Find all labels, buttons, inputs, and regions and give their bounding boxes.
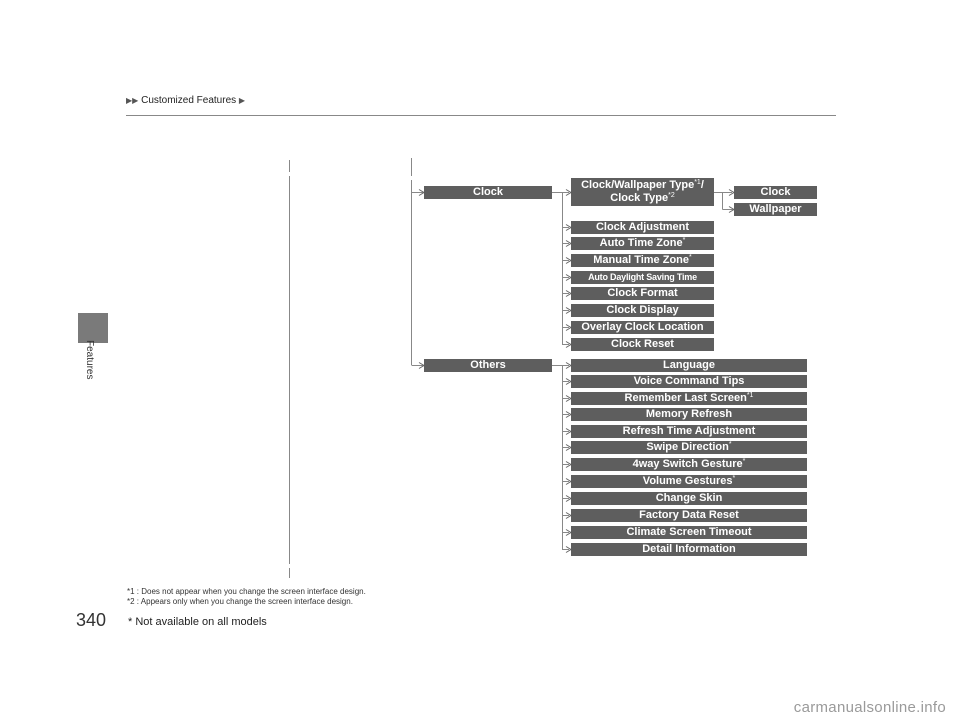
section-label: Features [84, 340, 95, 380]
footnote-1: *1 : Does not appear when you change the screen interface design. [127, 587, 366, 596]
menu-item-label: Clock Adjustment [595, 221, 690, 233]
menu-item-others[interactable]: Others [424, 359, 552, 372]
menu-item-label: Remember Last Screen [624, 392, 747, 404]
menu-item-label: Overlay Clock Location [581, 321, 704, 333]
breadcrumb-arrow-icon: ▶▶ [126, 96, 139, 105]
menu-item-label: Memory Refresh [645, 408, 733, 420]
menu-item-clock-reset[interactable] [571, 338, 714, 351]
footnote-marker: *1 [694, 179, 701, 186]
footnote-2: *2 : Appears only when you change the screen interface design. [127, 597, 353, 606]
menu-item-label: Clock Display [606, 304, 679, 316]
watermark: carmanualsonline.info [793, 699, 946, 716]
menu-item-label: Manual Time Zone [593, 254, 690, 266]
page-number: 340 [76, 610, 107, 630]
menu-item-clock-wallpaper-type[interactable] [571, 178, 714, 206]
menu-item-clock[interactable]: Clock [424, 186, 552, 199]
menu-item-detail-information[interactable] [571, 543, 807, 556]
menu-item-label: Factory Data Reset [639, 509, 739, 521]
menu-item-manual-time-zone[interactable] [571, 254, 714, 267]
menu-item-label: Clock Format [607, 287, 678, 299]
footnote-marker: * [728, 441, 732, 448]
footnote-marker: *1 [746, 392, 754, 399]
menu-item-factory-data-reset[interactable] [571, 509, 807, 522]
menu-item-clock-format[interactable] [571, 287, 714, 300]
menu-item-label: Change Skin [655, 492, 723, 504]
menu-item-volume-gestures[interactable] [571, 475, 807, 488]
menu-item-label: Clock/Wallpaper Type [581, 179, 695, 191]
menu-item-remember-last-screen[interactable] [571, 392, 807, 405]
menu-item-auto-time-zone[interactable] [571, 237, 714, 250]
menu-item-refresh-time-adjustment[interactable] [571, 425, 807, 438]
menu-item-memory-refresh[interactable] [571, 408, 807, 421]
footnote-marker: * [689, 254, 692, 261]
option-clock[interactable]: Clock [734, 186, 817, 199]
menu-item-label: Volume Gestures [642, 475, 733, 487]
breadcrumb-title: Customized Features [141, 95, 237, 106]
menu-item-overlay-clock-location[interactable] [571, 321, 714, 334]
menu-item-voice-command-tips[interactable] [571, 375, 807, 388]
menu-item-label: Auto Time Zone [599, 237, 683, 249]
availability-note: * Not available on all models [128, 616, 267, 628]
separator: / [700, 179, 704, 191]
menu-item-label: Clock Type [610, 192, 669, 204]
menu-item-clock-adjustment[interactable] [571, 221, 714, 234]
menu-item-label: Voice Command Tips [633, 375, 745, 387]
menu-item-label: Clock Reset [611, 338, 674, 350]
menu-item-swipe-direction[interactable] [571, 441, 807, 454]
menu-item-climate-screen-timeout[interactable] [571, 526, 807, 539]
menu-item-label: 4way Switch Gesture [632, 458, 743, 470]
menu-item-label: Language [663, 359, 715, 371]
menu-item-auto-daylight-saving-time[interactable] [571, 271, 714, 284]
menu-item-4way-switch-gesture[interactable] [571, 458, 807, 471]
menu-item-label: Climate Screen Timeout [626, 526, 752, 538]
menu-item-label: Auto Daylight Saving Time [588, 272, 697, 282]
breadcrumb-arrow-icon: ▶ [238, 96, 246, 105]
menu-item-language[interactable] [571, 359, 807, 372]
menu-item-change-skin[interactable] [571, 492, 807, 505]
menu-item-label: Detail Information [642, 543, 736, 555]
footnote-marker: * [742, 458, 746, 465]
footnote-marker: *2 [668, 192, 675, 199]
menu-item-label: Swipe Direction [646, 441, 729, 453]
menu-item-label: Refresh Time Adjustment [622, 425, 756, 437]
menu-item-clock-display[interactable] [571, 304, 714, 317]
option-wallpaper[interactable]: Wallpaper [734, 203, 817, 216]
footnote-marker: * [682, 237, 686, 244]
footnote-marker: * [732, 475, 736, 482]
